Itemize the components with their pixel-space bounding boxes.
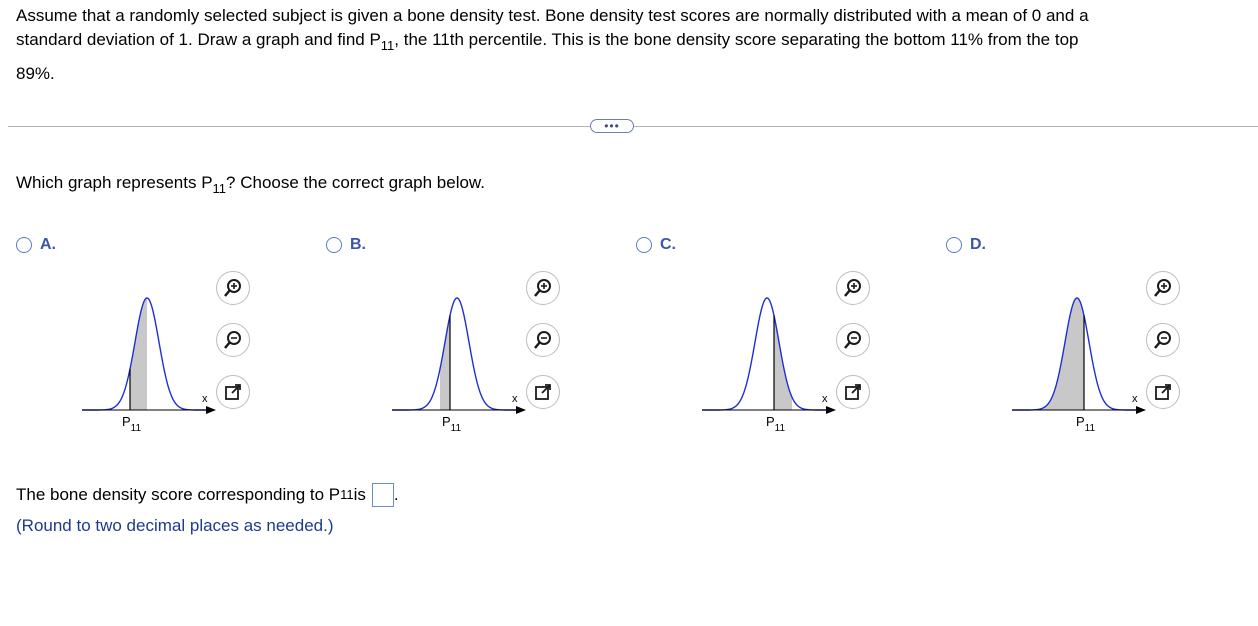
percentile-label-sub: 11 bbox=[774, 423, 786, 434]
percentile-label-p: P bbox=[1076, 414, 1085, 429]
percentile-label-sub: 11 bbox=[130, 423, 142, 434]
popout-icon bbox=[1153, 382, 1173, 402]
zoom-in-icon bbox=[1153, 278, 1173, 298]
rounding-hint: (Round to two decimal places as needed.) bbox=[16, 516, 334, 535]
question-text-a: Which graph represents P bbox=[16, 173, 213, 192]
axis-label: x bbox=[512, 393, 518, 405]
answer-input[interactable] bbox=[372, 483, 394, 507]
popout-button[interactable] bbox=[1146, 375, 1180, 409]
percentile-label bbox=[766, 414, 785, 434]
problem-line3: 89%. bbox=[16, 64, 55, 83]
answer-period: . bbox=[393, 485, 399, 504]
percentile-label bbox=[1076, 414, 1095, 434]
popout-button[interactable] bbox=[216, 375, 250, 409]
option-c bbox=[636, 236, 936, 456]
question-sub: 11 bbox=[212, 181, 227, 196]
zoom-out-icon bbox=[843, 330, 863, 350]
zoom-out-icon bbox=[533, 330, 553, 350]
zoom-in-button[interactable] bbox=[526, 271, 560, 305]
option-head[interactable] bbox=[636, 236, 676, 254]
percentile-label-p: P bbox=[122, 414, 131, 429]
zoom-out-button[interactable] bbox=[216, 323, 250, 357]
axis-arrow-icon bbox=[826, 406, 836, 414]
problem-statement bbox=[16, 4, 1252, 86]
normal-curve-graph bbox=[16, 288, 208, 448]
option-radio[interactable] bbox=[16, 237, 32, 253]
zoom-out-button[interactable] bbox=[526, 323, 560, 357]
answer-line: The bone density score corresponding to P 11 is . bbox=[16, 483, 399, 507]
axis-arrow-icon bbox=[516, 406, 526, 414]
zoom-out-button[interactable] bbox=[836, 323, 870, 357]
axis-arrow-icon bbox=[1136, 406, 1146, 414]
option-letter: C. bbox=[660, 236, 676, 253]
answer-text-a: The bone density score corresponding to P bbox=[16, 485, 341, 504]
option-head[interactable] bbox=[946, 236, 986, 254]
axis-label: x bbox=[202, 393, 208, 405]
answer-text-b: is bbox=[353, 485, 366, 504]
zoom-out-icon bbox=[1153, 330, 1173, 350]
option-radio[interactable] bbox=[636, 237, 652, 253]
zoom-in-button[interactable] bbox=[836, 271, 870, 305]
option-radio[interactable] bbox=[946, 237, 962, 253]
question-text bbox=[16, 171, 485, 195]
shaded-area bbox=[1012, 298, 1084, 410]
option-head[interactable] bbox=[16, 236, 56, 254]
percentile-label bbox=[122, 414, 141, 434]
normal-curve-graph bbox=[326, 288, 518, 448]
axis-arrow-icon bbox=[206, 406, 216, 414]
option-a bbox=[16, 236, 316, 456]
zoom-in-icon bbox=[223, 278, 243, 298]
normal-curve bbox=[392, 298, 522, 410]
option-radio[interactable] bbox=[326, 237, 342, 253]
more-button[interactable]: ••• bbox=[590, 119, 634, 133]
option-letter: A. bbox=[40, 236, 56, 253]
popout-button[interactable] bbox=[836, 375, 870, 409]
question-text-b: ? Choose the correct graph below. bbox=[226, 173, 485, 192]
axis-label: x bbox=[822, 393, 828, 405]
popout-icon bbox=[843, 382, 863, 402]
zoom-in-button[interactable] bbox=[216, 271, 250, 305]
zoom-out-button[interactable] bbox=[1146, 323, 1180, 357]
problem-line2-sub: 11 bbox=[380, 38, 395, 53]
popout-button[interactable] bbox=[526, 375, 560, 409]
axis-label: x bbox=[1132, 393, 1138, 405]
popout-icon bbox=[533, 382, 553, 402]
option-letter: D. bbox=[970, 236, 986, 253]
problem-line2a: standard deviation of 1. Draw a graph and find P bbox=[16, 30, 381, 49]
normal-curve-graph bbox=[636, 288, 828, 448]
normal-curve bbox=[702, 298, 832, 410]
problem-line2b: , the 11th percentile. This is the bone density score separating the bottom 11% from the top bbox=[394, 30, 1079, 49]
percentile-label-p: P bbox=[442, 414, 451, 429]
zoom-in-button[interactable] bbox=[1146, 271, 1180, 305]
zoom-in-icon bbox=[843, 278, 863, 298]
option-letter: B. bbox=[350, 236, 366, 253]
percentile-label bbox=[442, 414, 461, 434]
normal-curve-graph bbox=[946, 288, 1138, 448]
option-b bbox=[326, 236, 626, 456]
percentile-label-p: P bbox=[766, 414, 775, 429]
popout-icon bbox=[223, 382, 243, 402]
option-d bbox=[946, 236, 1246, 456]
problem-line1: Assume that a randomly selected subject is given a bone density test. Bone density test scores are normally distributed with a mean of 0 and a bbox=[16, 6, 1089, 25]
percentile-label-sub: 11 bbox=[1084, 423, 1096, 434]
percentile-label-sub: 11 bbox=[450, 423, 462, 434]
option-head[interactable] bbox=[326, 236, 366, 254]
zoom-in-icon bbox=[533, 278, 553, 298]
zoom-out-icon bbox=[223, 330, 243, 350]
